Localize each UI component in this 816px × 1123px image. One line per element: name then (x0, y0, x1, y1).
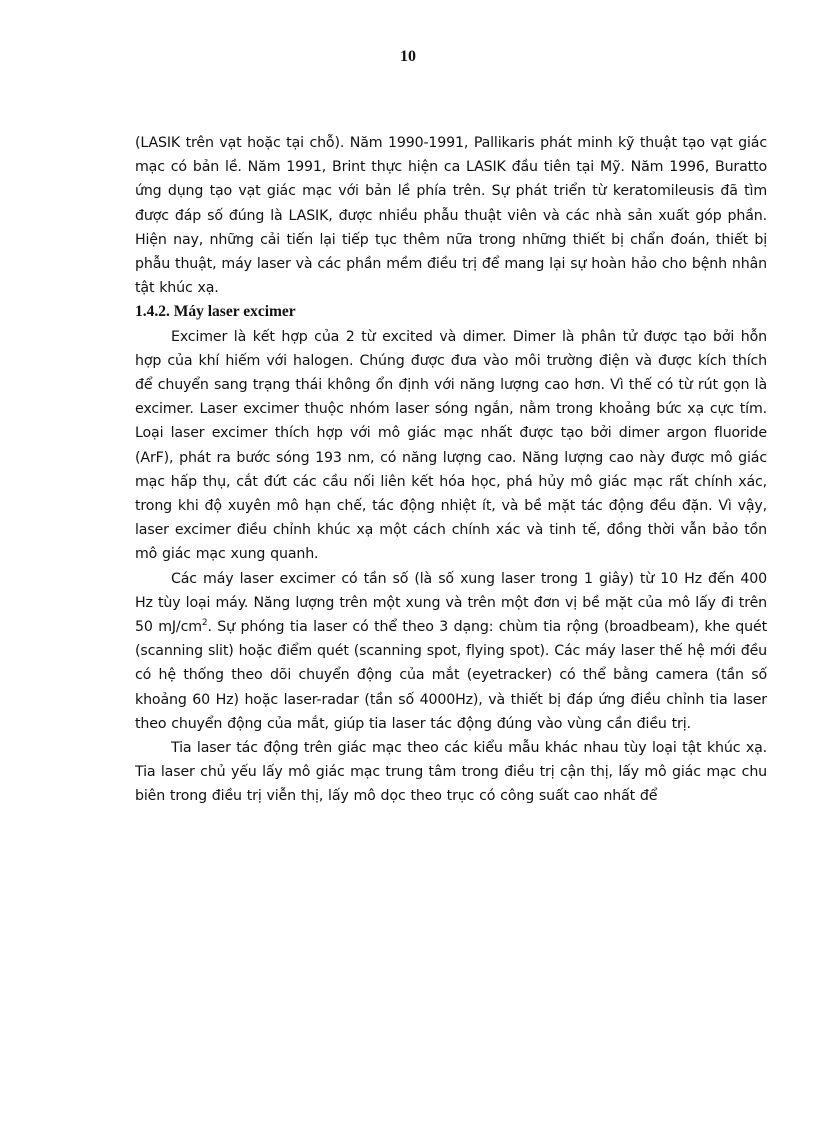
page-number: 10 (400, 48, 416, 65)
paragraph-excimer-definition: Excimer là kết hợp của 2 từ excited và dimer. Dimer là phân tử được tạo bởi hỗn hợp của khí hiếm với halogen. Chúng được đưa vào môi trường điện và được kích thích để chuyển sang trạng thái không ổn định với năng lượng cao hơn. Vì thế có từ rút gọn là excimer. Laser excimer thuộc nhóm laser sóng ngắn, nằm trong khoảng bức xạ cực tím. Loại laser excimer thích hợp với mô giác mạc nhất được tạo bởi dimer argon fluoride (ArF), phát ra bước sóng 193 nm, có năng lượng cao. Năng lượng cao này được mô giác mạc hấp thụ, cắt đứt các cầu nối liên kết hóa học, phá hủy mô giác mạc rất chính xác, trong khi độ xuyên mô hạn chế, tác động nhiệt ít, và bề mặt tác động đều đặn. Vì vậy, laser excimer điều chỉnh khúc xạ một cách chính xác và tinh tế, đồng thời vẫn bảo tồn mô giác mạc xung quanh. (135, 328, 767, 563)
paragraph-text-part: . Sự phóng tia laser có thể theo 3 dạng: chùm tia rộng (broadbeam), khe quét (scanning slit) hoặc điểm quét (scanning spot, flying spot). Các máy laser thế hệ mới đều có hệ thống theo dõi chuyển động của mắt (eyetracker) có thể bằng camera (tần số khoảng 60 Hz) hoặc laser-radar (tần số 4000Hz), và thiết bị đáp ứng điều chỉnh tia laser theo chuyển động của mắt, giúp tia laser tác động đúng vào vùng cần điều trị. (135, 619, 767, 732)
document-body (135, 131, 767, 809)
paragraph-text-part: Các máy laser excimer có tần số (là số xung laser trong 1 giây) từ 10 Hz đến 400 Hz tùy loại máy. Năng lượng trên một xung và trên một đơn vị bề mặt của mô lấy đi trên 50 mJ/cm (135, 570, 767, 636)
superscript: 2 (201, 618, 208, 629)
paragraph-lasik-history: (LASIK trên vạt hoặc tại chỗ). Năm 1990-1991, Pallikaris phát minh kỹ thuật tạo vạt giác mạc có bản lề. Năm 1991, Brint thực hiện ca LASIK đầu tiên tại Mỹ. Năm 1996, Buratto ứng dụng tạo vạt giác mạc với bản lề phía trên. Sự phát triển từ keratomileusis đã tìm được đáp số đúng là LASIK, được nhiều phẫu thuật viên và các nhà sản xuất góp phần. Hiện nay, những cải tiến lại tiếp tục thêm nữa trong những thiết bị chẩn đoán, thiết bị phẫu thuật, máy laser và các phần mềm điều trị để mang lại sự hoàn hảo cho bệnh nhân tật khúc xạ. (135, 135, 767, 297)
paragraph-laser-patterns: Tia laser tác động trên giác mạc theo các kiểu mẫu khác nhau tùy loại tật khúc xạ. Tia laser chủ yếu lấy mô giác mạc trung tâm trong điều trị cận thị, lấy mô giác mạc chu biên trong điều trị viễn thị, lấy mô dọc theo trục có công suất cao nhất để (135, 740, 767, 805)
paragraph-excimer-frequency (135, 567, 767, 736)
section-heading: 1.4.2. Máy laser excimer (135, 303, 296, 321)
